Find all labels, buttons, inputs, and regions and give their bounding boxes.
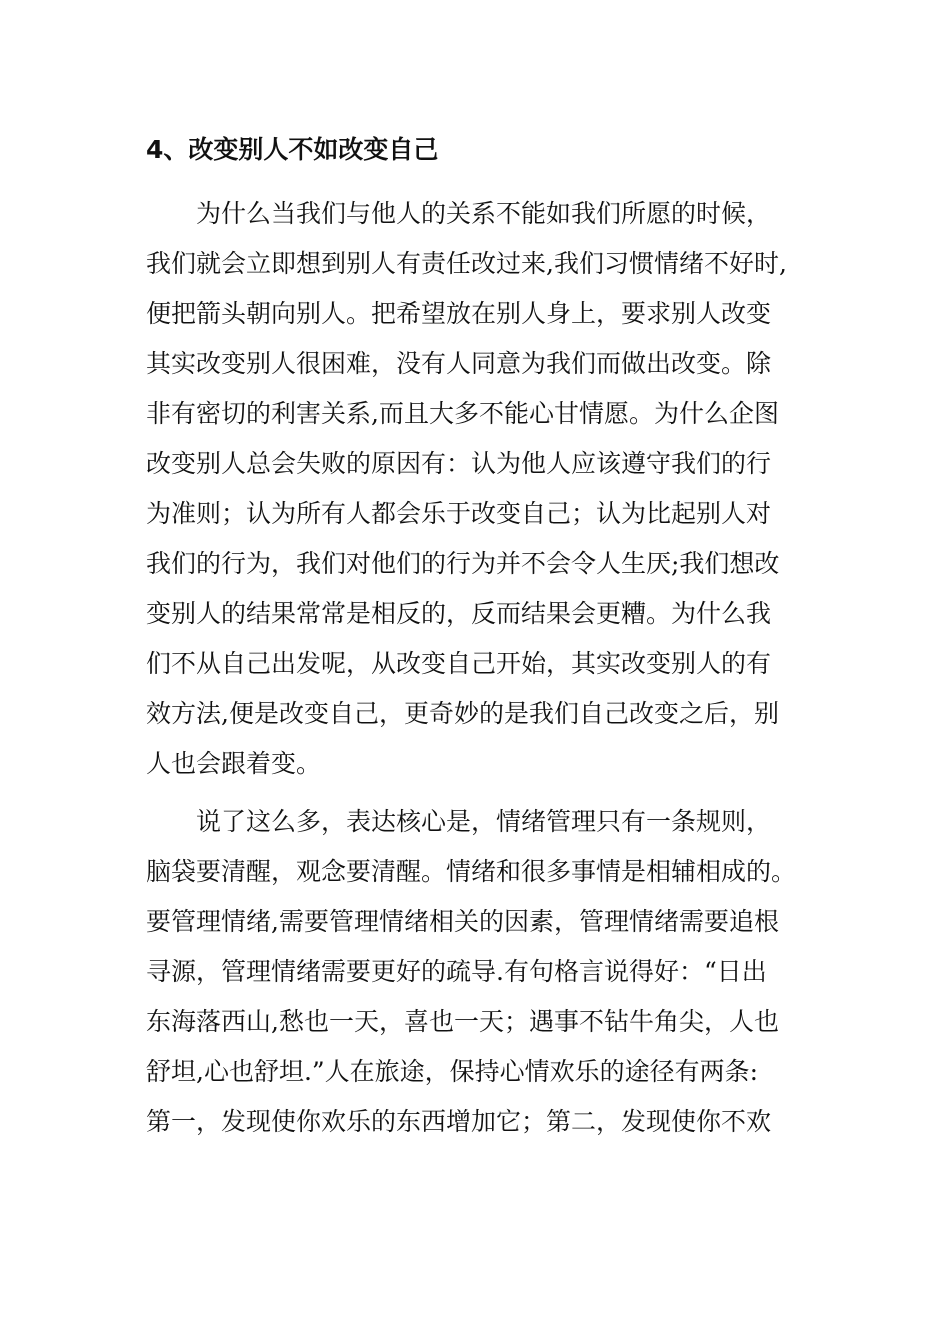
text-line: 其实改变别人很困难，没有人同意为我们而做出改变。除 [146,349,772,378]
text-line: 我们就会立即想到别人有责任改过来,我们习惯情绪不好时, [146,249,787,278]
text-line: 人也会跟着变。 [146,749,322,778]
text-line: 变别人的结果常常是相反的，反而结果会更糟。为什么我 [146,599,772,628]
paragraph-2 [146,797,816,1147]
text-line: 我们的行为，我们对他们的行为并不会令人生厌;我们想改 [146,549,780,578]
text-line: 改变别人总会失败的原因有：认为他人应该遵守我们的行 [146,449,772,478]
text-line: 第一，发现使你欢乐的东西增加它；第二，发现使你不欢 [146,1107,772,1136]
text-line: 便把箭头朝向别人。把希望放在别人身上，要求别人改变 [146,299,772,328]
text-line: 要管理情绪,需要管理情绪相关的因素，管理情绪需要追根 [146,907,779,936]
text-line: 为什么当我们与他人的关系不能如我们所愿的时候， [196,199,772,228]
text-line: 东海落西山,愁也一天，喜也一天；遇事不钻牛角尖，人也 [146,1007,779,1036]
text-line: 效方法,便是改变自己，更奇妙的是我们自己改变之后，别 [146,699,779,728]
text-line: 们不从自己出发呢，从改变自己开始，其实改变别人的有 [146,649,772,678]
text-line: 寻源，管理情绪需要更好的疏导.有句格言说得好：“日出 [146,957,767,986]
text-line: 非有密切的利害关系,而且大多不能心甘情愿。为什么企图 [146,399,779,428]
paragraph-1 [146,189,816,789]
text-line: 为准则；认为所有人都会乐于改变自己；认为比起别人对 [146,499,772,528]
section-heading: 4、改变别人不如改变自己 [146,135,439,164]
text-line: 舒坦,心也舒坦.”人在旅途，保持心情欢乐的途径有两条: [146,1057,759,1086]
text-line: 说了这么多，表达核心是，情绪管理只有一条规则， [196,807,772,836]
text-line: 脑袋要清醒，观念要清醒。情绪和很多事情是相辅相成的。 [146,857,797,886]
